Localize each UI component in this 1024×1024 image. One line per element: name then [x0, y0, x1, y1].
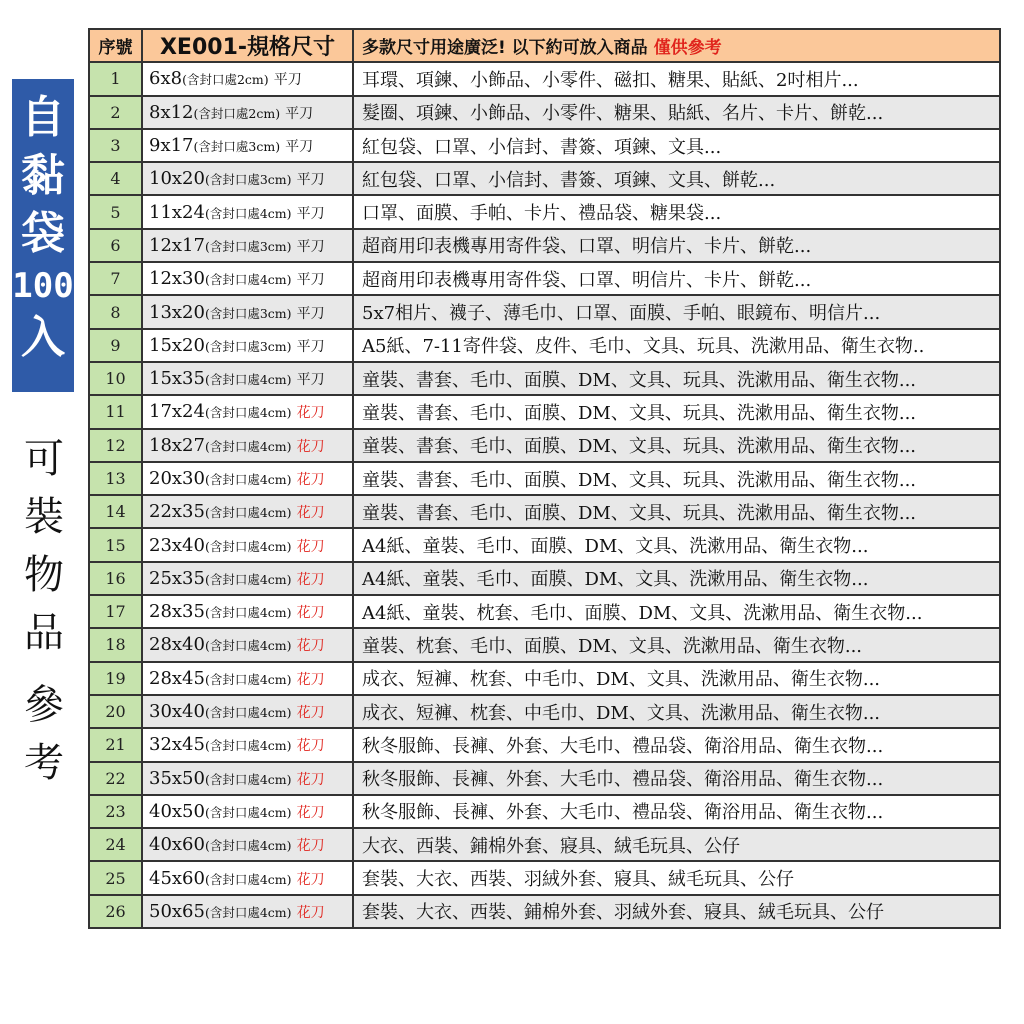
table-row [89, 295, 1000, 328]
table-row [89, 628, 1000, 661]
row-size [142, 795, 353, 828]
size-cut-type: 花刀 [296, 505, 325, 522]
row-size [142, 262, 353, 295]
row-usage: 童裝、書套、毛巾、面膜、DM、文具、玩具、洗漱用品、衛生衣物... [353, 495, 1000, 528]
size-seal-note: (含封口處4cm) [204, 638, 292, 654]
row-size [142, 762, 353, 795]
row-usage: 髮圈、項鍊、小飾品、小零件、糖果、貼紙、名片、卡片、餅乾... [353, 96, 1000, 129]
row-usage: 童裝、書套、毛巾、面膜、DM、文具、玩具、洗漱用品、衛生衣物... [353, 462, 1000, 495]
header-usage-text: 多款尺寸用途廣泛! 以下約可放入商品 [362, 38, 648, 59]
row-size [142, 162, 353, 195]
size-seal-note: (含封口處4cm) [204, 771, 292, 787]
size-seal-note: (含封口處4cm) [204, 871, 292, 887]
size-dimensions: 25x35 [149, 567, 205, 589]
size-cut-type: 平刀 [296, 305, 325, 322]
size-cut-type: 花刀 [296, 771, 325, 788]
size-seal-note: (含封口處4cm) [204, 205, 292, 221]
header-usage-highlight: 僅供參考 [653, 38, 722, 59]
size-seal-note: (含封口處4cm) [204, 405, 292, 421]
usage-note-char: 參 [24, 682, 64, 728]
size-seal-note: (含封口處4cm) [204, 671, 292, 687]
size-dimensions: 8x12 [149, 101, 194, 123]
size-cut-type: 花刀 [296, 638, 325, 655]
table-row [89, 495, 1000, 528]
size-dimensions: 35x50 [149, 767, 205, 789]
table-row [89, 429, 1000, 462]
product-label-banner [12, 79, 74, 392]
table-row [89, 695, 1000, 728]
row-index: 6 [89, 229, 142, 262]
size-cut-type: 平刀 [296, 272, 325, 289]
table-row [89, 395, 1000, 428]
row-usage: 秋冬服飾、長褲、外套、大毛巾、禮品袋、衛浴用品、衛生衣物... [353, 762, 1000, 795]
row-size [142, 429, 353, 462]
size-dimensions: 12x30 [149, 268, 205, 290]
row-index: 8 [89, 295, 142, 328]
table-row [89, 96, 1000, 129]
row-size [142, 362, 353, 395]
table-row [89, 229, 1000, 262]
table-row [89, 662, 1000, 695]
table-row [89, 528, 1000, 561]
size-cut-type: 平刀 [296, 238, 325, 255]
table-row [89, 329, 1000, 362]
size-dimensions: 17x24 [149, 401, 205, 423]
row-usage: 大衣、西裝、鋪棉外套、寢具、絨毛玩具、公仔 [353, 828, 1000, 861]
size-seal-note: (含封口處4cm) [204, 738, 292, 754]
row-usage: A4紙、童裝、毛巾、面膜、DM、文具、洗漱用品、衛生衣物... [353, 528, 1000, 561]
row-index: 9 [89, 329, 142, 362]
row-size [142, 96, 353, 129]
size-seal-note: (含封口處4cm) [204, 705, 292, 721]
row-size [142, 129, 353, 162]
size-seal-note: (含封口處4cm) [204, 272, 292, 288]
row-usage: 耳環、項鍊、小飾品、小零件、磁扣、糖果、貼紙、2吋相片... [353, 62, 1000, 95]
row-usage: 5x7相片、襪子、薄毛巾、口罩、面膜、手帕、眼鏡布、明信片... [353, 295, 1000, 328]
size-cut-type: 平刀 [296, 205, 325, 222]
usage-reference-note [18, 430, 70, 792]
row-usage: 童裝、書套、毛巾、面膜、DM、文具、玩具、洗漱用品、衛生衣物... [353, 362, 1000, 395]
size-seal-note: (含封口處3cm) [193, 139, 281, 155]
size-seal-note: (含封口處4cm) [204, 438, 292, 454]
size-cut-type: 花刀 [296, 438, 325, 455]
row-usage: 超商用印表機專用寄件袋、口罩、明信片、卡片、餅乾... [353, 229, 1000, 262]
size-cut-type: 花刀 [296, 804, 325, 821]
row-index: 14 [89, 495, 142, 528]
product-label-char: 袋 [21, 208, 65, 259]
size-dimensions: 40x50 [149, 800, 205, 822]
row-size [142, 628, 353, 661]
row-usage: 童裝、書套、毛巾、面膜、DM、文具、玩具、洗漱用品、衛生衣物... [353, 429, 1000, 462]
size-dimensions: 11x24 [149, 201, 205, 223]
size-seal-note: (含封口處4cm) [204, 838, 292, 854]
size-seal-note: (含封口處4cm) [204, 538, 292, 554]
size-cut-type: 平刀 [296, 338, 325, 355]
row-size [142, 62, 353, 95]
size-dimensions: 23x40 [149, 534, 205, 556]
row-index: 22 [89, 762, 142, 795]
size-dimensions: 12x17 [149, 234, 205, 256]
size-seal-note: (含封口處2cm) [182, 72, 269, 88]
row-size [142, 728, 353, 761]
size-seal-note: (含封口處4cm) [204, 472, 292, 487]
table-row [89, 162, 1000, 195]
product-label-char: 黏 [21, 150, 65, 201]
table-row [89, 595, 1000, 628]
size-seal-note: (含封口處2cm) [193, 105, 281, 121]
row-index: 15 [89, 528, 142, 561]
row-index: 16 [89, 562, 142, 595]
row-usage: A4紙、童裝、毛巾、面膜、DM、文具、洗漱用品、衛生衣物... [353, 562, 1000, 595]
size-dimensions: 18x27 [149, 434, 205, 456]
size-cut-type: 平刀 [273, 72, 302, 89]
table-row [89, 195, 1000, 228]
row-size [142, 329, 353, 362]
header-usage [353, 29, 1000, 62]
row-size [142, 395, 353, 428]
product-label-char: 自 [21, 92, 65, 143]
row-index: 11 [89, 395, 142, 428]
size-cut-type: 花刀 [296, 738, 325, 755]
table-row [89, 129, 1000, 162]
size-seal-note: (含封口處4cm) [204, 372, 292, 388]
size-cut-type: 平刀 [285, 105, 314, 122]
size-cut-type: 平刀 [296, 172, 325, 189]
size-dimensions: 45x60 [149, 867, 205, 889]
row-size [142, 295, 353, 328]
row-size [142, 595, 353, 628]
size-seal-note: (含封口處4cm) [204, 904, 292, 920]
row-index: 1 [89, 62, 142, 95]
table-row [89, 262, 1000, 295]
row-usage: 套裝、大衣、西裝、鋪棉外套、羽絨外套、寢具、絨毛玩具、公仔 [353, 895, 1000, 928]
row-size [142, 828, 353, 861]
table-row [89, 828, 1000, 861]
row-usage: 童裝、枕套、毛巾、面膜、DM、文具、洗漱用品、衛生衣物... [353, 628, 1000, 661]
row-usage: 成衣、短褲、枕套、中毛巾、DM、文具、洗漱用品、衛生衣物... [353, 695, 1000, 728]
size-dimensions: 15x20 [149, 334, 205, 356]
row-index: 3 [89, 129, 142, 162]
size-seal-note: (含封口處3cm) [204, 338, 292, 354]
row-usage: 紅包袋、口罩、小信封、書簽、項鍊、文具、餅乾... [353, 162, 1000, 195]
header-size: XE001-規格尺寸 [142, 29, 353, 62]
size-cut-type: 平刀 [296, 372, 325, 389]
size-dimensions: 30x40 [149, 701, 205, 723]
size-cut-type: 花刀 [296, 838, 325, 855]
table-row [89, 728, 1000, 761]
table-row [89, 762, 1000, 795]
table-row [89, 462, 1000, 495]
size-cut-type: 花刀 [296, 871, 325, 888]
size-spec-table [88, 28, 1001, 929]
size-seal-note: (含封口處4cm) [204, 505, 292, 521]
size-dimensions: 50x65 [149, 900, 205, 922]
row-index: 25 [89, 861, 142, 894]
table-row [89, 895, 1000, 928]
row-usage: 套裝、大衣、西裝、羽絨外套、寢具、絨毛玩具、公仔 [353, 861, 1000, 894]
row-index: 19 [89, 662, 142, 695]
size-dimensions: 32x45 [149, 734, 205, 756]
row-index: 18 [89, 628, 142, 661]
row-size [142, 195, 353, 228]
row-index: 13 [89, 462, 142, 495]
size-seal-note: (含封口處4cm) [204, 571, 292, 587]
header-index: 序號 [89, 29, 142, 62]
table-row [89, 62, 1000, 95]
table-row [89, 362, 1000, 395]
row-index: 20 [89, 695, 142, 728]
row-index: 5 [89, 195, 142, 228]
row-index: 23 [89, 795, 142, 828]
usage-note-char: 考 [24, 740, 64, 786]
size-dimensions: 15x35 [149, 368, 205, 390]
size-dimensions: 9x17 [149, 135, 194, 157]
row-size [142, 695, 353, 728]
row-index: 26 [89, 895, 142, 928]
product-label-count: 100 [12, 266, 74, 306]
size-dimensions: 40x60 [149, 834, 205, 856]
size-cut-type: 花刀 [296, 705, 325, 722]
table-row [89, 795, 1000, 828]
size-cut-type: 花刀 [296, 405, 325, 422]
row-usage: 童裝、書套、毛巾、面膜、DM、文具、玩具、洗漱用品、衛生衣物... [353, 395, 1000, 428]
size-seal-note: (含封口處4cm) [204, 804, 292, 820]
row-index: 21 [89, 728, 142, 761]
table-row [89, 562, 1000, 595]
size-dimensions: 10x20 [149, 168, 205, 190]
size-cut-type: 花刀 [296, 904, 325, 921]
size-dimensions: 6x8 [149, 68, 183, 90]
usage-note-char: 品 [24, 610, 64, 656]
row-index: 12 [89, 429, 142, 462]
row-index: 7 [89, 262, 142, 295]
row-index: 24 [89, 828, 142, 861]
size-dimensions: 13x20 [149, 301, 205, 323]
row-size [142, 662, 353, 695]
table-header-row [89, 29, 1000, 62]
usage-note-char: 可 [24, 436, 64, 482]
row-usage: 秋冬服飾、長褲、外套、大毛巾、禮品袋、衛浴用品、衛生衣物... [353, 795, 1000, 828]
row-size [142, 528, 353, 561]
size-cut-type: 花刀 [296, 538, 325, 555]
size-seal-note: (含封口處3cm) [204, 172, 292, 188]
row-index: 17 [89, 595, 142, 628]
size-dimensions: 28x40 [149, 634, 205, 656]
row-index: 10 [89, 362, 142, 395]
row-index: 2 [89, 96, 142, 129]
size-cut-type: 花刀 [296, 472, 325, 488]
usage-note-char: 物 [24, 552, 64, 598]
row-usage: 口罩、面膜、手帕、卡片、禮品袋、糖果袋... [353, 195, 1000, 228]
row-size [142, 229, 353, 262]
row-usage: A5紙、7-11寄件袋、皮件、毛巾、文具、玩具、洗漱用品、衛生衣物.. [353, 329, 1000, 362]
table-row [89, 861, 1000, 894]
size-seal-note: (含封口處3cm) [204, 238, 292, 254]
size-dimensions: 28x45 [149, 667, 205, 689]
row-size [142, 861, 353, 894]
row-usage: A4紙、童裝、枕套、毛巾、面膜、DM、文具、洗漱用品、衛生衣物... [353, 595, 1000, 628]
row-usage: 成衣、短褲、枕套、中毛巾、DM、文具、洗漱用品、衛生衣物... [353, 662, 1000, 695]
size-cut-type: 花刀 [296, 571, 325, 588]
row-size [142, 562, 353, 595]
row-usage: 紅包袋、口罩、小信封、書簽、項鍊、文具... [353, 129, 1000, 162]
size-dimensions: 28x35 [149, 601, 205, 623]
row-size [142, 462, 353, 495]
size-cut-type: 平刀 [285, 139, 314, 156]
size-seal-note: (含封口處3cm) [204, 305, 292, 321]
size-cut-type: 花刀 [296, 671, 325, 688]
row-size [142, 495, 353, 528]
row-index: 4 [89, 162, 142, 195]
size-dimensions: 20x30 [149, 468, 205, 489]
size-seal-note: (含封口處4cm) [204, 605, 292, 621]
size-cut-type: 花刀 [296, 605, 325, 622]
size-dimensions: 22x35 [149, 501, 205, 523]
row-usage: 超商用印表機專用寄件袋、口罩、明信片、卡片、餅乾... [353, 262, 1000, 295]
row-size [142, 895, 353, 928]
product-label-char: 入 [21, 312, 65, 363]
usage-note-char: 裝 [24, 494, 64, 540]
row-usage: 秋冬服飾、長褲、外套、大毛巾、禮品袋、衛浴用品、衛生衣物... [353, 728, 1000, 761]
